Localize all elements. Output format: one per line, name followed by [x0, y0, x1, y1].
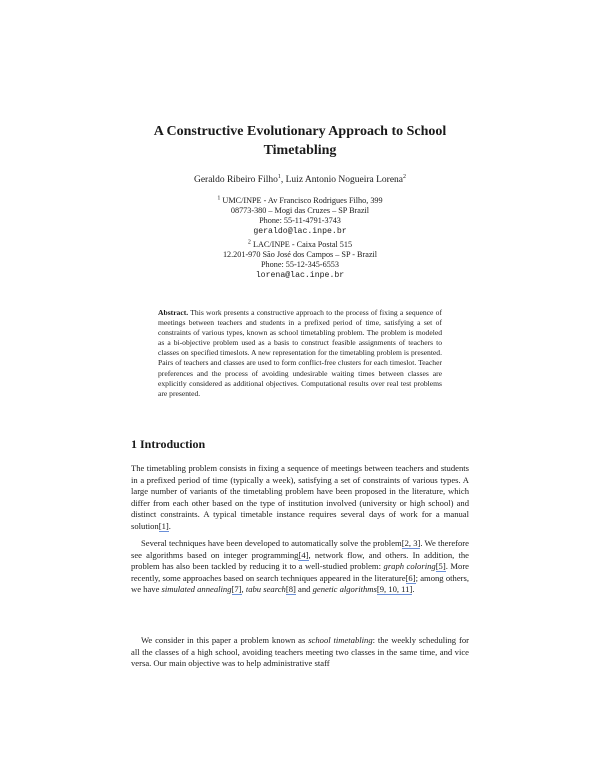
affiliation-address-line: 12.201-970 São José dos Campos – SP - Brazil	[222, 250, 378, 260]
paper-title	[130, 122, 470, 160]
citation-link[interactable]: [2, 3]	[401, 538, 421, 548]
affiliation-address-line: $^2$ LAC/INPE - Caixa Postal 515	[247, 239, 353, 249]
abstract-text: This work presents a constructive approach to the process of fixing a sequence of meetings between teachers and students in a prefixed period of time, satisfying a set of constraints of various types, known as school timetabling problem. The problem is modeled as a bi-objective problem used as a basis to construct feasible assignments of teachers to classes on specified timeslots. A new representation for the timetabling problem is presented. Pairs of teachers and classes are used to form conflict-free clusters for each timeslot. Teacher preferences and the process of avoiding undesirable waiting times between classes are explicitly considered as additional objectives. Computational results over real test problems are presented.	[158, 308, 442, 398]
affiliation-block-1	[150, 196, 450, 237]
section-heading: 1 Introduction	[131, 437, 206, 451]
citation-link[interactable]: [6]	[405, 572, 416, 583]
citation-link[interactable]: [9, 10, 11]	[376, 584, 413, 595]
author-superscript: 1	[277, 173, 281, 180]
affiliation-superscript: 1	[217, 195, 221, 202]
emphasis-term: school timetabling	[308, 635, 373, 645]
emphasis-term: genetic algorithms	[312, 584, 377, 595]
affiliation-block-2	[150, 240, 450, 281]
author-name: Luiz Antonio Nogueira Lorena	[285, 175, 404, 185]
affiliation-superscript: 2	[247, 239, 251, 246]
emphasis-term: simulated annealing	[161, 584, 232, 595]
citation-link[interactable]: [7]	[231, 584, 242, 595]
affiliation-address-line: 08773-380 – Mogi das Cruzes – SP Brazil	[230, 206, 370, 216]
abstract-label: Abstract.	[158, 308, 189, 317]
body-paragraph-3: We consider in this paper a problem known as school timetabling: the weekly scheduling for all the classes of a high school, avoiding teachers meeting two classes in the same time, and vice versa. Our main objective was to help administrative staff	[131, 635, 469, 669]
affiliation-phone: Phone: 55-11-4791-3743	[259, 216, 341, 226]
affiliation-address-line: $^1$ UMC/INPE - Av Francisco Rodrigues Filho, 399	[217, 195, 383, 205]
citation-link[interactable]: [5]	[435, 561, 446, 572]
affiliation-phone: Phone: 55-12-345-6553	[260, 260, 339, 270]
author-separator: ,	[280, 175, 286, 185]
affiliation-email: lorena@lac.inpe.br	[255, 270, 345, 280]
paragraph-text: The timetabling problem consists in fixing a sequence of meetings between teachers and students in a prefixed period of time (typically a week), satisfying a set of constraints of various types. A large number of variants of the timetabling problem have been proposed in the literature, which differ from each other based on the type of institution involved (university or high school) and distinct constraints. A typical timetable instance requires several days of work for a manual solution	[131, 463, 469, 531]
body-paragraph-1: The timetabling problem consists in fixing a sequence of meetings between teachers and students in a prefixed period of time (typically a week), satisfying a set of constraints of various types. A large number of variants of the timetabling problem have been proposed in the literature, which differ from each other based on the type of institution involved (university or high school) and distinct constraints. A typical timetable instance requires several days of work for a manual solution[1].	[131, 463, 469, 531]
abstract	[158, 308, 442, 399]
author-list	[130, 174, 470, 186]
title-line-2: Timetabling	[263, 143, 337, 158]
citation-link[interactable]: [8]	[285, 584, 296, 595]
emphasis-term: tabu search	[245, 584, 286, 595]
body-paragraph-2: Several techniques have been developed to automatically solve the problem[2, 3]. We therefore see algorithms based on integer programming[4], network flow, and others. In addition, the problem has also been tackled by reducing it to a well-studied problem: graph coloring[5]. More recently, some approaches based on search techniques appeared in the literature[6]; among others, we have simulated annealing[7], tabu search[8] and genetic algorithms[9, 10, 11].	[131, 538, 469, 595]
title-line-1: A Constructive Evolutionary Approach to School	[153, 124, 447, 139]
citation-link[interactable]: [1]	[158, 520, 169, 531]
affiliation-email: geraldo@lac.inpe.br	[253, 226, 347, 236]
citation-link[interactable]: [4]	[298, 549, 309, 560]
emphasis-term: graph coloring	[383, 561, 436, 572]
author-name: Geraldo Ribeiro Filho	[193, 175, 278, 185]
author-superscript: 2	[403, 173, 407, 180]
